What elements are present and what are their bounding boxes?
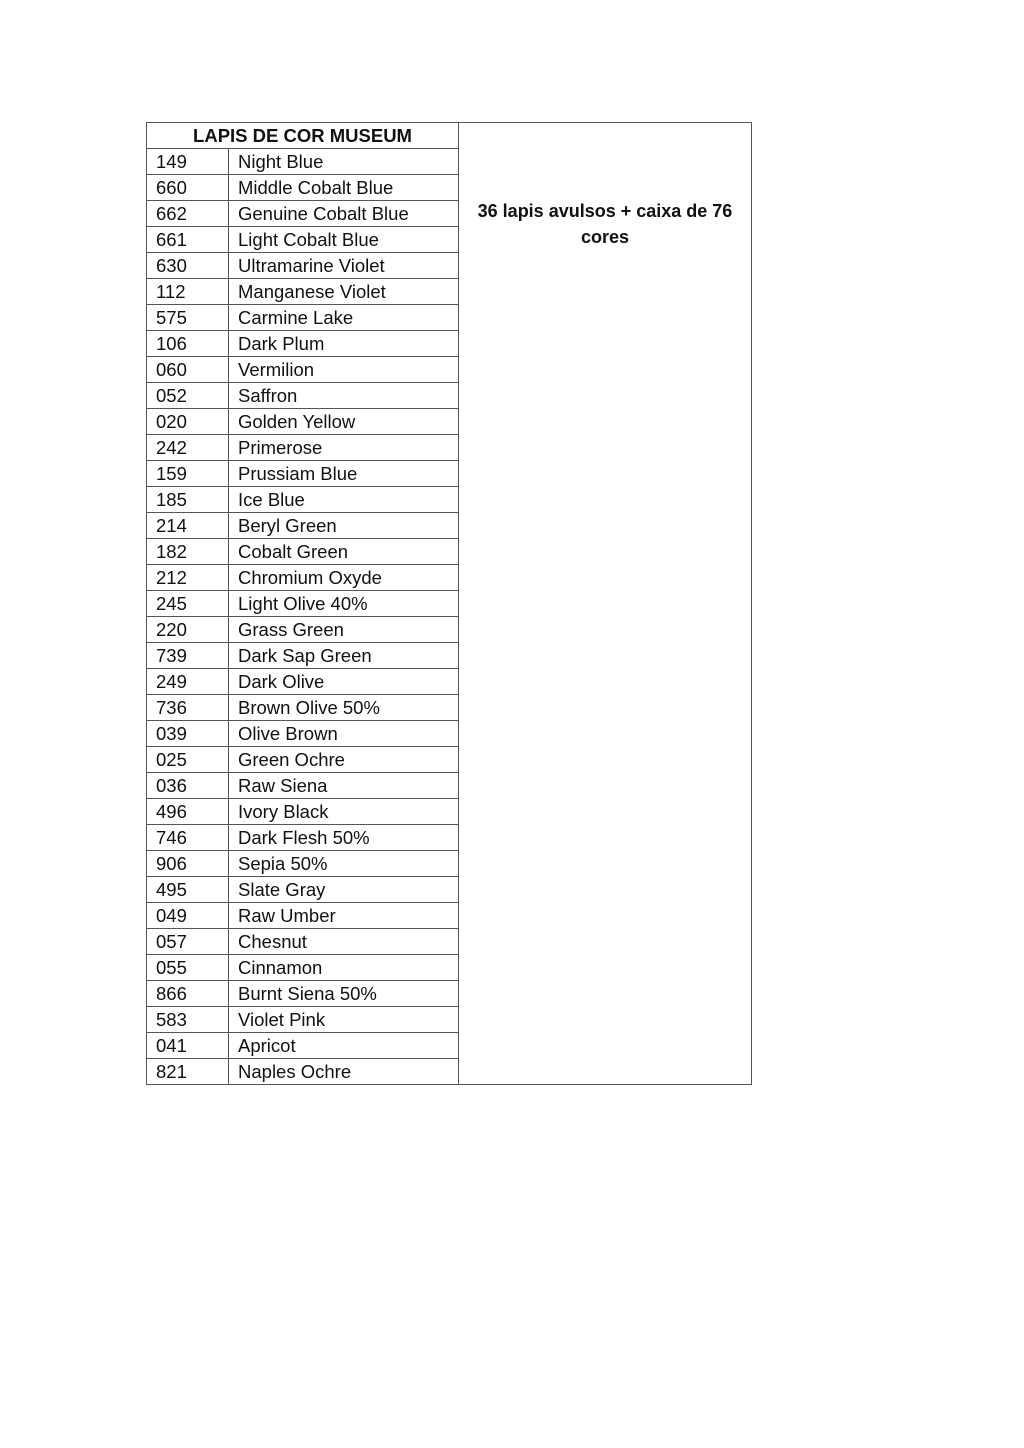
color-code: 495 — [147, 877, 229, 903]
color-name: Chesnut — [229, 929, 459, 955]
color-code: 025 — [147, 747, 229, 773]
color-name: Light Olive 40% — [229, 591, 459, 617]
color-code: 185 — [147, 487, 229, 513]
color-code: 057 — [147, 929, 229, 955]
color-name: Grass Green — [229, 617, 459, 643]
color-name: Sepia 50% — [229, 851, 459, 877]
color-code: 214 — [147, 513, 229, 539]
color-name: Raw Siena — [229, 773, 459, 799]
table-header-row — [147, 123, 752, 149]
color-name: Dark Flesh 50% — [229, 825, 459, 851]
color-name: Ivory Black — [229, 799, 459, 825]
color-code: 049 — [147, 903, 229, 929]
color-name: Ice Blue — [229, 487, 459, 513]
color-code: 149 — [147, 149, 229, 175]
color-name: Primerose — [229, 435, 459, 461]
color-code: 220 — [147, 617, 229, 643]
color-code: 212 — [147, 565, 229, 591]
color-code: 052 — [147, 383, 229, 409]
color-name: Manganese Violet — [229, 279, 459, 305]
color-code: 106 — [147, 331, 229, 357]
color-name: Green Ochre — [229, 747, 459, 773]
color-name: Beryl Green — [229, 513, 459, 539]
table-title: LAPIS DE COR MUSEUM — [147, 123, 459, 149]
color-name: Prussiam Blue — [229, 461, 459, 487]
color-name: Night Blue — [229, 149, 459, 175]
color-code: 630 — [147, 253, 229, 279]
color-code: 736 — [147, 695, 229, 721]
table-body — [147, 123, 752, 1085]
color-name: Cinnamon — [229, 955, 459, 981]
color-code: 739 — [147, 643, 229, 669]
color-code: 662 — [147, 201, 229, 227]
color-code: 660 — [147, 175, 229, 201]
color-code: 159 — [147, 461, 229, 487]
color-pencil-table — [146, 122, 752, 1085]
color-name: Dark Sap Green — [229, 643, 459, 669]
color-code: 182 — [147, 539, 229, 565]
color-name: Middle Cobalt Blue — [229, 175, 459, 201]
color-code: 060 — [147, 357, 229, 383]
color-name: Slate Gray — [229, 877, 459, 903]
color-name: Naples Ochre — [229, 1059, 459, 1085]
color-name: Brown Olive 50% — [229, 695, 459, 721]
color-code: 866 — [147, 981, 229, 1007]
color-name: Carmine Lake — [229, 305, 459, 331]
color-name: Light Cobalt Blue — [229, 227, 459, 253]
color-code: 020 — [147, 409, 229, 435]
color-name: Raw Umber — [229, 903, 459, 929]
color-name: Violet Pink — [229, 1007, 459, 1033]
color-name: Dark Plum — [229, 331, 459, 357]
color-code: 242 — [147, 435, 229, 461]
color-code: 055 — [147, 955, 229, 981]
color-code: 112 — [147, 279, 229, 305]
color-name: Dark Olive — [229, 669, 459, 695]
color-name: Cobalt Green — [229, 539, 459, 565]
color-code: 661 — [147, 227, 229, 253]
color-name: Genuine Cobalt Blue — [229, 201, 459, 227]
color-code: 039 — [147, 721, 229, 747]
color-name: Vermilion — [229, 357, 459, 383]
color-name: Chromium Oxyde — [229, 565, 459, 591]
color-code: 583 — [147, 1007, 229, 1033]
color-code: 041 — [147, 1033, 229, 1059]
quantity-note: 36 lapis avulsos + caixa de 76 cores — [459, 123, 752, 1085]
color-code: 575 — [147, 305, 229, 331]
color-name: Golden Yellow — [229, 409, 459, 435]
color-code: 496 — [147, 799, 229, 825]
color-name: Ultramarine Violet — [229, 253, 459, 279]
color-name: Burnt Siena 50% — [229, 981, 459, 1007]
color-code: 249 — [147, 669, 229, 695]
color-code: 821 — [147, 1059, 229, 1085]
color-code: 245 — [147, 591, 229, 617]
color-code: 906 — [147, 851, 229, 877]
color-code: 036 — [147, 773, 229, 799]
color-name: Saffron — [229, 383, 459, 409]
color-name: Olive Brown — [229, 721, 459, 747]
color-code: 746 — [147, 825, 229, 851]
color-name: Apricot — [229, 1033, 459, 1059]
